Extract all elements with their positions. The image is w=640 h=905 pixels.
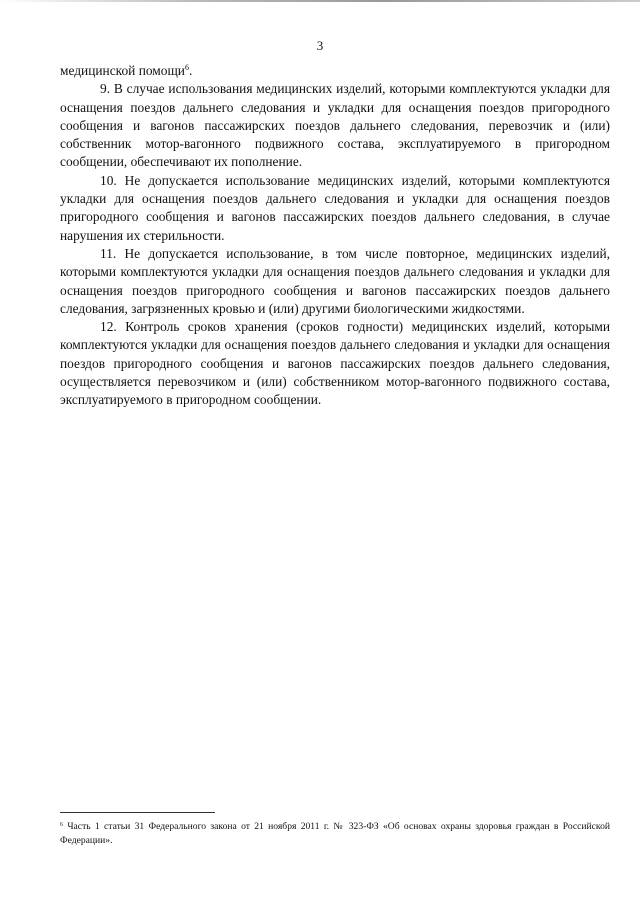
paragraph-12: 12. Контроль сроков хранения (сроков годности) медицинских изделий, которыми комплектуются укладки для оснащения поездов дальнего следования и укладки для оснащения поездов пригородного сообщения и вагонов пассажирских поездов дальнего следования, осуществляется перевозчиком и (или) собственником мотор-вагонного подвижного состава, эксплуатируемого в пригородном сообщении.: [60, 319, 610, 408]
document-body: [60, 62, 610, 410]
footnote: [60, 820, 610, 848]
scan-top-edge: [0, 0, 640, 2]
paragraph-continuation: [60, 62, 610, 80]
paragraph-tail: .: [188, 63, 193, 78]
page-number: 3: [316, 38, 324, 53]
paragraph-9: 9. В случае использования медицинских изделий, которыми комплектуются укладки для оснащения поездов дальнего следования и укладки для оснащения поездов пригородного сообщения и вагонов пассажирских поездов дальнего следования, перевозчик и (или) собственник мотор-вагонного подвижного состава, эксплуатируемого в пригородном сообщении, обеспечивают их пополнение.: [60, 81, 610, 170]
footnote-text: Часть 1 статьи 31 Федерального закона от 21 ноября 2011 г. № 323-ФЗ «Об основах охраны здоровья граждан в Российской Федерации».: [60, 821, 610, 846]
paragraph-10: 10. Не допускается использование медицинских изделий, которыми комплектуются укладки для оснащения поездов дальнего следования и укладки для оснащения поездов пригородного сообщения и вагонов пассажирских поездов дальнего следования, в случае нарушения их стерильности.: [60, 172, 610, 243]
paragraph-text: медицинской помощи: [60, 63, 185, 78]
footnote-separator: [60, 812, 215, 813]
footnote-marker: 6: [60, 822, 63, 828]
footnote-reference: 6: [184, 63, 189, 72]
paragraph-11: 11. Не допускается использование, в том числе повторное, медицинских изделий, которыми комплектуются укладки для оснащения поездов дальнего следования и укладки для оснащения поездов пригородного сообщения и вагонов пассажирских поездов дальнего следования, загрязненных кровью и (или) другими биологическими жидкостями.: [60, 245, 610, 316]
